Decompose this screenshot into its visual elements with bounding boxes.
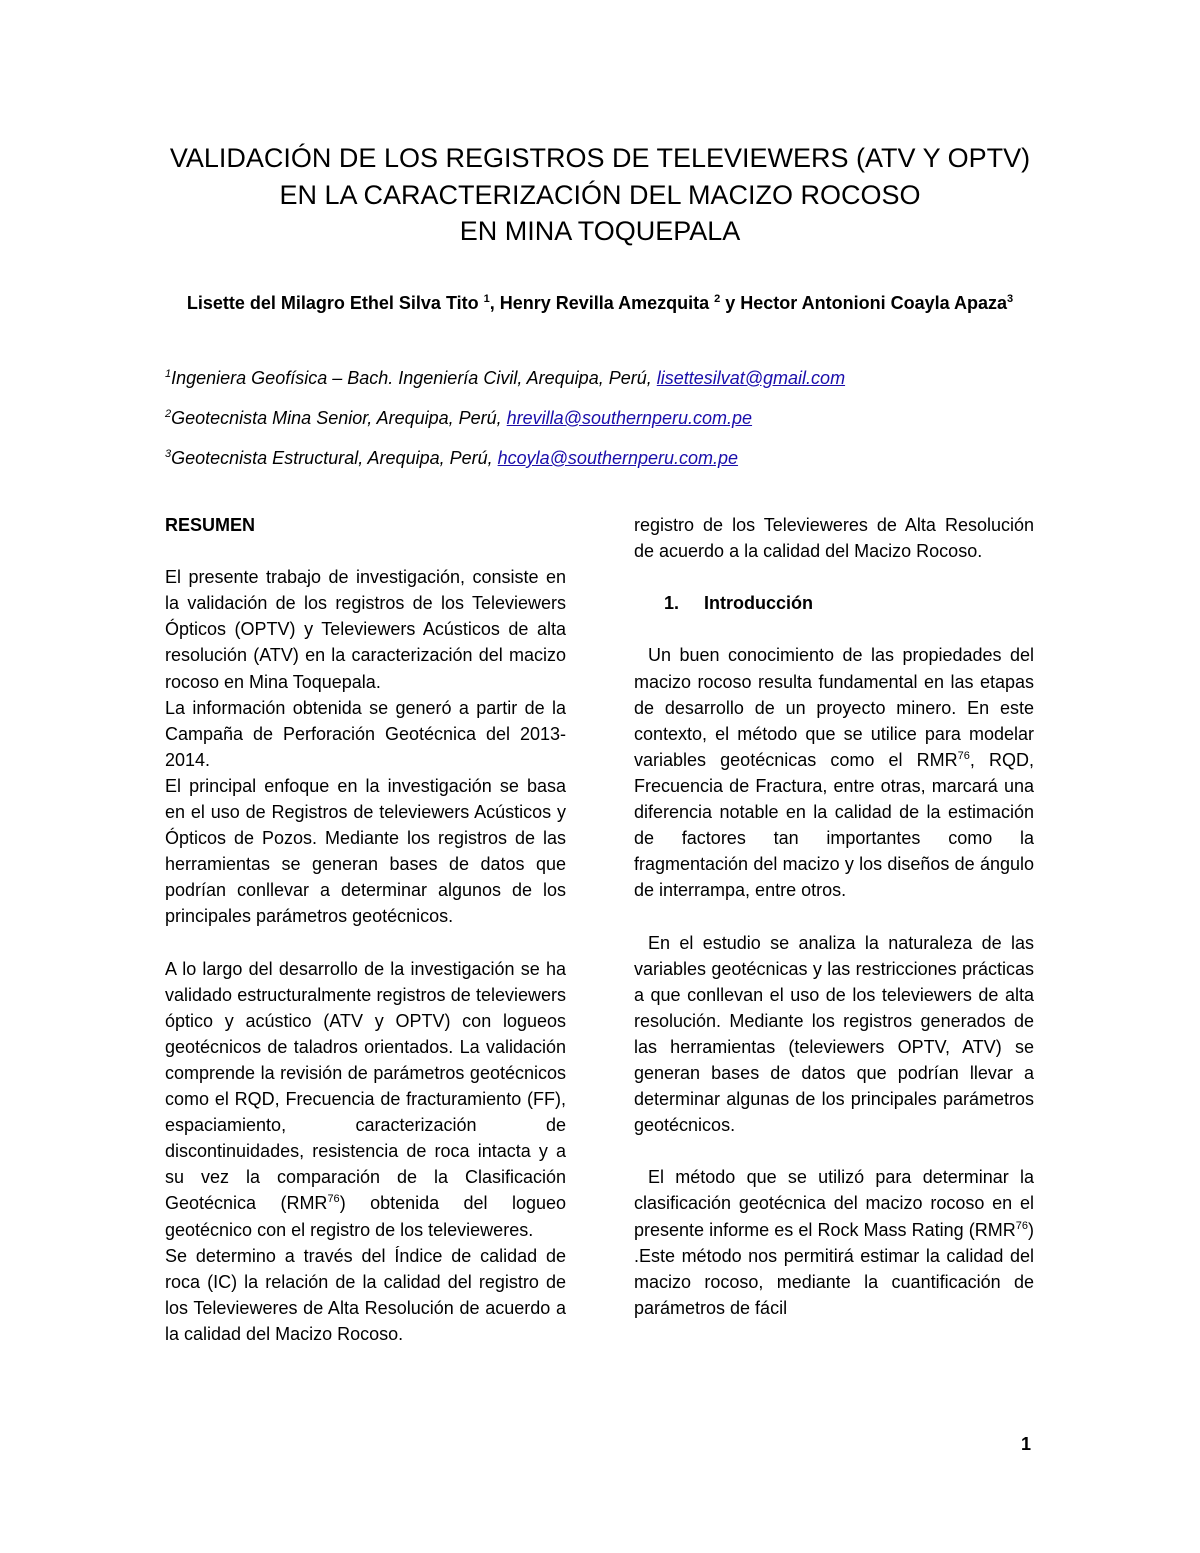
affiliation-3-mark: 3 — [165, 448, 172, 460]
affiliation-2-text: Geotecnista Mina Senior, Arequipa, Perú, — [171, 408, 507, 428]
affiliation-2-mark: 2 — [165, 408, 172, 420]
author-list — [140, 288, 1060, 318]
left-column — [165, 512, 566, 1344]
resumen-paragraph-1: El presente trabajo de investigación, consiste en la validación de los registros de los Televiewers Ópticos (OPTV) y Televiewers Acústicos de alta resolución (ATV) en la caracterización del macizo rocoso en Mina Toquepala. — [165, 567, 566, 692]
intro-paragraph-1 — [634, 642, 1034, 903]
affiliation-1-email-link[interactable]: lisettesilvat@gmail.com — [656, 368, 846, 388]
resumen-paragraph-5: Se determino a través del Índice de calidad de roca (IC) la relación de la calidad del registro de los Televieweres de Alta Resolución de acuerdo a la calidad del Macizo Rocoso. — [165, 1245, 566, 1344]
resumen-paragraph-4-a: A lo largo del desarrollo de la investigación se ha validado estructuralmente registros de televiewers óptico y acústico (ATV y OPTV) con logueos geotécnicos de taladros orientados. La validación comprende la revisión de parámetros geotécnicos como el RQD, Frecuencia de fracturamiento (FF), espaciamiento, caracterización de discontinuidades, resistencia de roca intacta y a su vez la comparación de la Clasificación Geotécnica (RMR — [165, 958, 566, 1214]
paper-title — [100, 140, 1100, 250]
title-line-1: VALIDACIÓN DE LOS REGISTROS DE TELEVIEWERS (ATV Y OPTV) — [169, 143, 1031, 173]
right-column — [634, 512, 1034, 1321]
section-1-title: Introducción — [704, 593, 813, 614]
affiliation-3 — [165, 448, 738, 469]
affiliation-3-email-link[interactable]: hcoyla@southernperu.com.pe — [497, 448, 739, 468]
intro-paragraph-2: En el estudio se analiza la naturaleza de las variables geotécnicas y las restricciones prácticas a que conllevan el uso de los televiewers de alta resolución. Mediante los registros generados de las herramientas (televiewers OPTV, ATV) se generan bases de datos que podrían llevar a determinar algunas de los principales parámetros geotécnicos. — [634, 932, 1034, 1136]
author-3: y Hector Antonioni Coayla Apaza — [720, 293, 1007, 313]
author-2-mark: 2 — [714, 293, 721, 305]
resumen-paragraph-4-b: ) obtenida del logueo geotécnico con el registro de los televieweres. — [165, 1193, 566, 1240]
affiliation-1 — [165, 368, 845, 389]
intro-paragraph-3-b: ) .Este método nos permitirá estimar la calidad del macizo rocoso, mediante la cuantificación de parámetros de fácil — [634, 1219, 1034, 1318]
rmr-superscript-intro: 76 — [957, 749, 970, 762]
section-1-heading — [634, 590, 1034, 616]
affiliation-1-text: Ingeniera Geofísica – Bach. Ingeniería Civil, Arequipa, Perú, — [171, 368, 657, 388]
resumen-heading: RESUMEN — [165, 515, 256, 535]
affiliation-2-email-link[interactable]: hrevilla@southernperu.com.pe — [506, 408, 753, 428]
intro-paragraph-1-b: , RQD, Frecuencia de Fractura, entre otras, marcará una diferencia notable en la calidad de la estimación de factores tan importantes como la fragmentación del macizo y los diseños de ángulo de interrampa, entre otros. — [634, 749, 1034, 901]
rmr-superscript: 76 — [327, 1193, 340, 1206]
resumen-paragraph-3: El principal enfoque en la investigación se basa en el uso de Registros de televiewers Acústicos y Ópticos de Pozos. Mediante los registros de las herramientas se generan bases de datos que podrían conllevar a determinar algunos de los principales parámetros geotécnicos. — [165, 775, 566, 927]
title-line-2: EN LA CARACTERIZACIÓN DEL MACIZO ROCOSO — [279, 179, 921, 210]
resumen-paragraph-4 — [165, 956, 566, 1243]
affiliation-3-text: Geotecnista Estructural, Arequipa, Perú, — [171, 448, 498, 468]
intro-paragraph-3-a: El método que se utilizó para determinar la clasificación geotécnica del macizo rocoso en el presente informe es el Rock Mass Rating (RMR — [634, 1167, 1034, 1240]
resumen-paragraph-5-continued: registro de los Televieweres de Alta Resolución de acuerdo a la calidad del Macizo Rocoso. — [634, 515, 1034, 562]
resumen-paragraph-2: La información obtenida se generó a partir de la Campaña de Perforación Geotécnica del 2013-2014. — [165, 697, 566, 770]
title-line-3: EN MINA TOQUEPALA — [459, 216, 741, 246]
page-number: 1 — [1021, 1434, 1032, 1454]
intro-paragraph-3 — [634, 1164, 1034, 1321]
author-1-mark: 1 — [483, 293, 490, 305]
affiliation-2 — [165, 408, 752, 429]
author-3-mark: 3 — [1006, 293, 1014, 305]
author-2: , Henry Revilla Amezquita — [489, 293, 715, 313]
affiliation-1-mark: 1 — [165, 368, 172, 380]
rmr-superscript-method: 76 — [1015, 1219, 1028, 1232]
section-1-number: 1. — [664, 593, 680, 614]
intro-paragraph-1-a: Un buen conocimiento de las propiedades del macizo rocoso resulta fundamental en las etapas de desarrollo de un proyecto minero. En este contexto, el método que se utilice para modelar variables geotécnicas como el RMR — [634, 645, 1034, 770]
author-1: Lisette del Milagro Ethel Silva Tito — [186, 293, 484, 313]
